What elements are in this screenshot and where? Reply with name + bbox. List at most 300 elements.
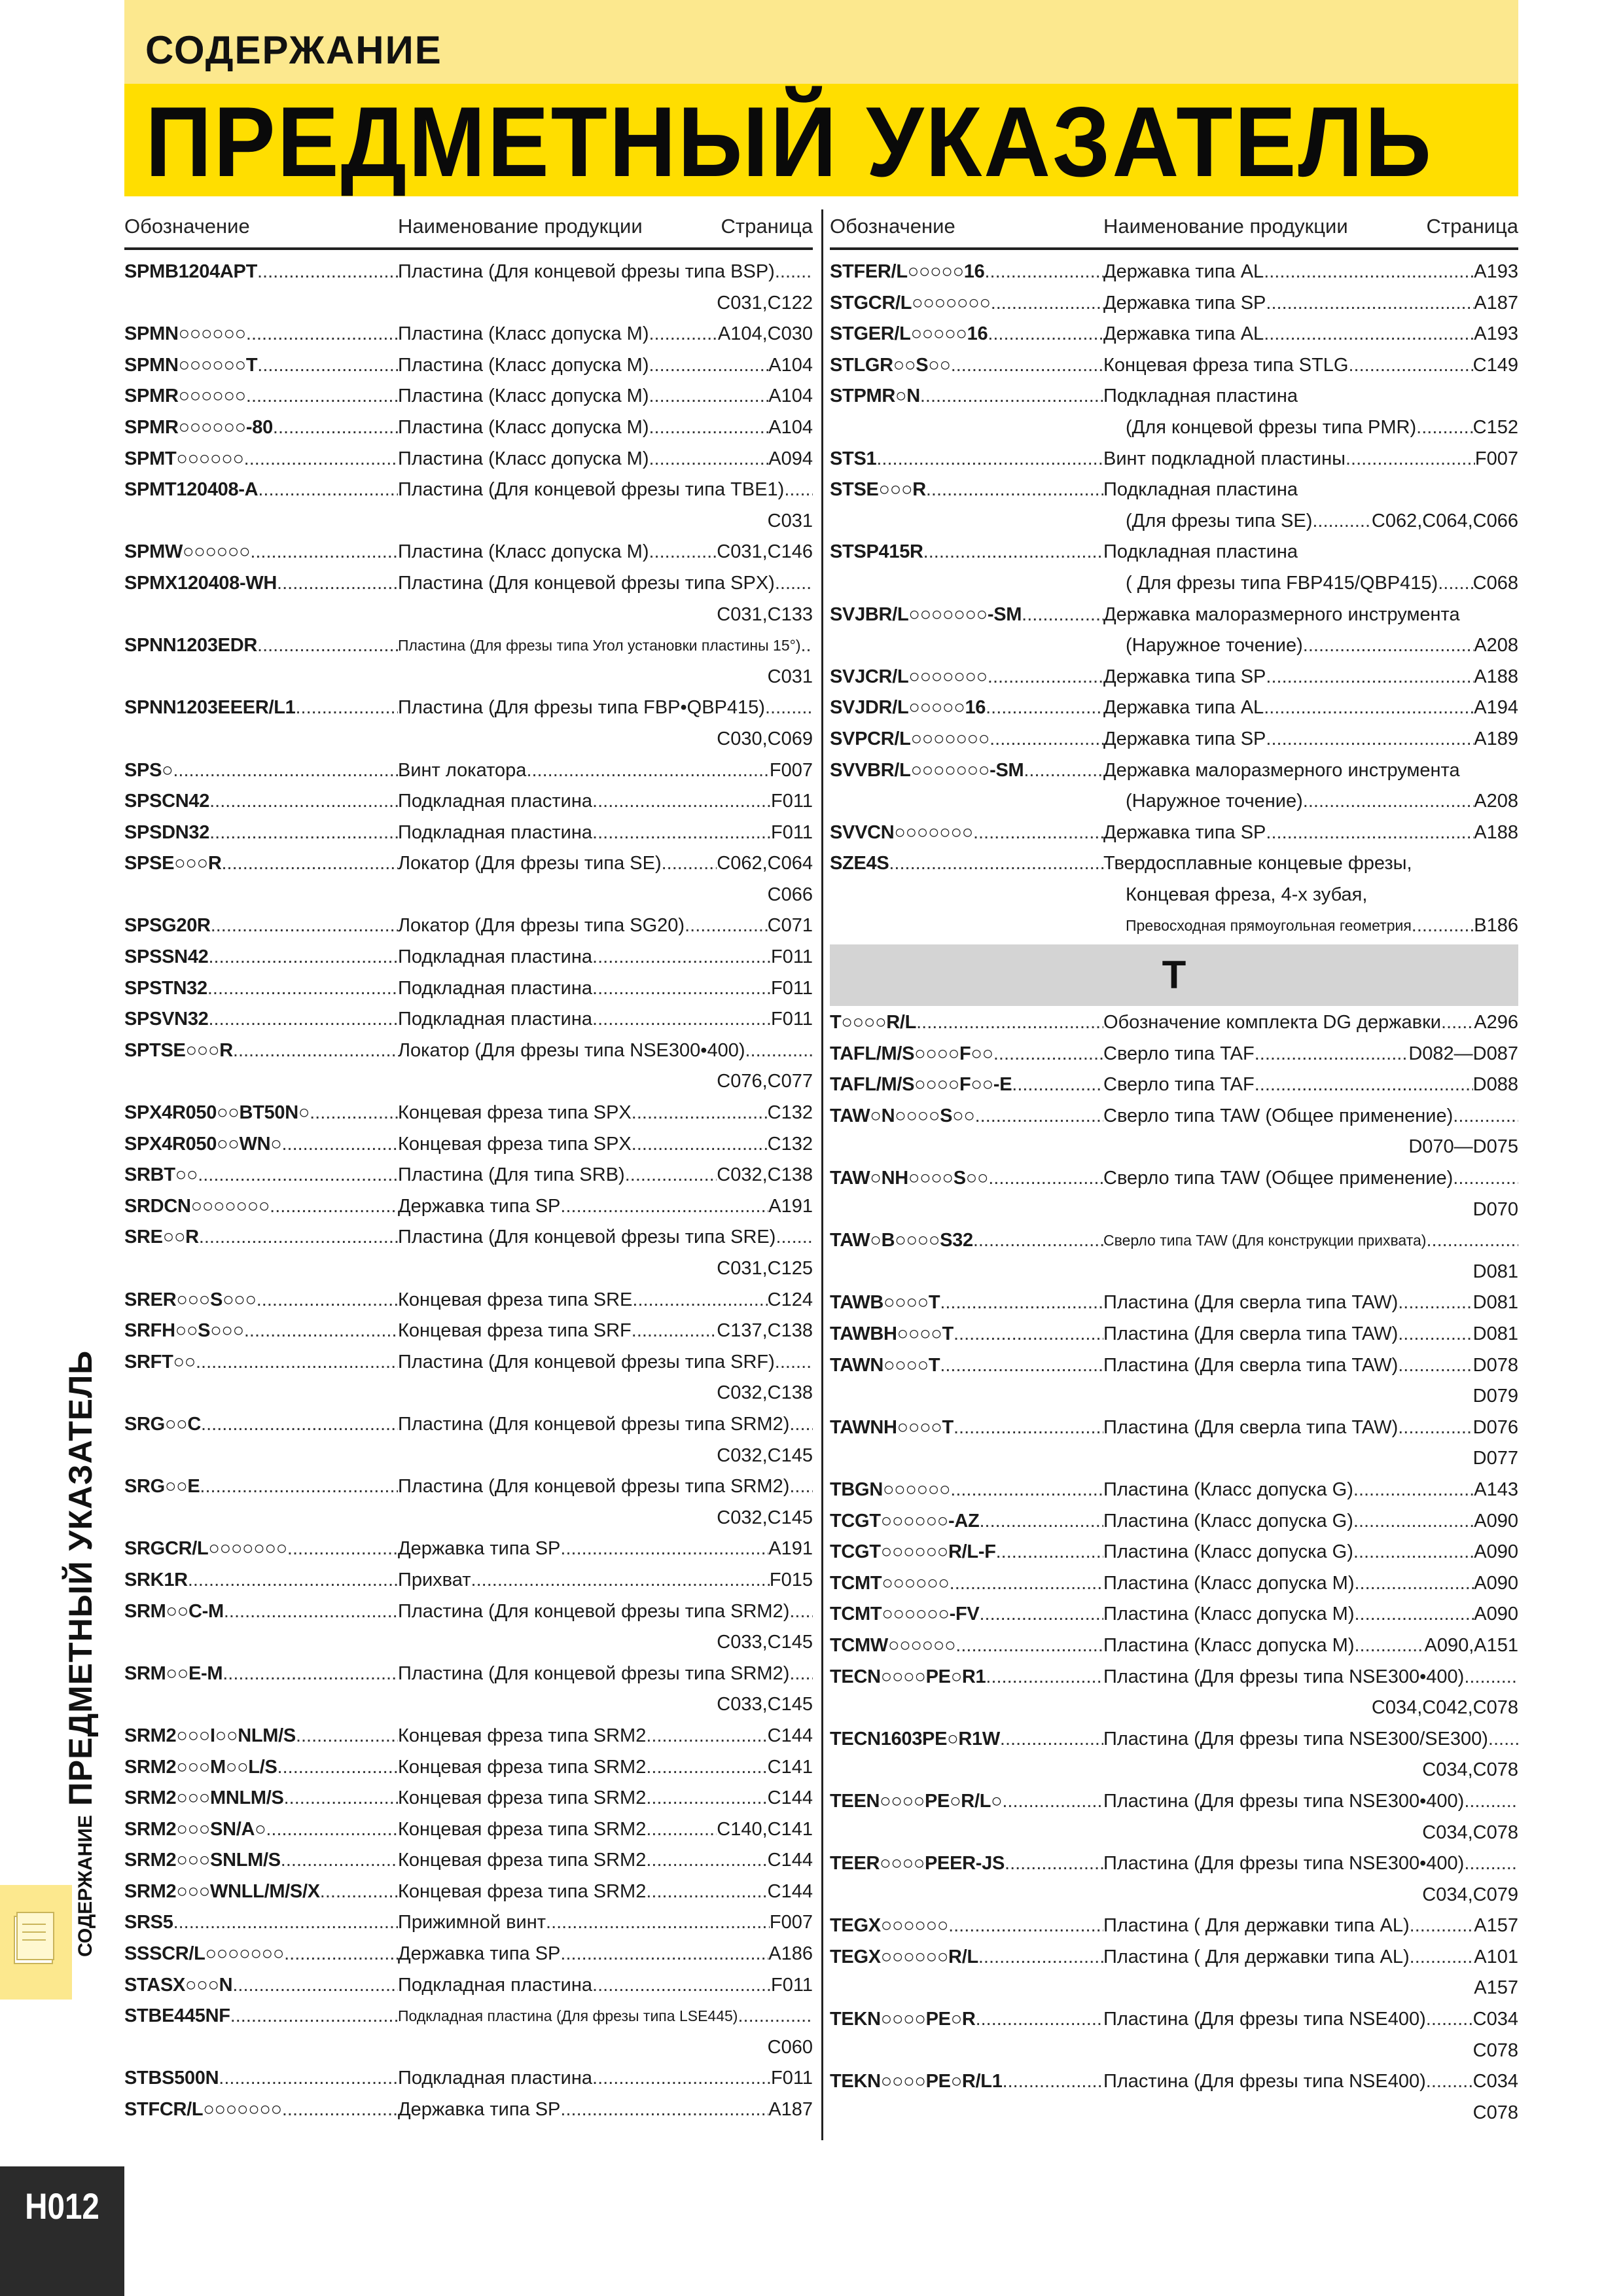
product-name: Концевая фреза типа SRF bbox=[398, 1320, 632, 1342]
index-desc-cell bbox=[1103, 630, 1518, 662]
index-desc-cell bbox=[398, 506, 813, 537]
index-row bbox=[830, 475, 1518, 506]
product-code: SPMN○○○○○○T bbox=[124, 354, 258, 376]
index-code-cell bbox=[124, 444, 398, 475]
index-desc-cell bbox=[1103, 444, 1518, 475]
dot-leader bbox=[1398, 1287, 1472, 1319]
product-name: Подкладная пластина bbox=[398, 2068, 593, 2089]
index-desc-cell bbox=[398, 1876, 813, 1908]
index-row bbox=[124, 1876, 813, 1908]
index-row bbox=[830, 412, 1518, 444]
index-row bbox=[124, 1565, 813, 1596]
product-code: SRE○○R bbox=[124, 1227, 199, 1248]
product-code: SPMN○○○○○○ bbox=[124, 323, 246, 345]
index-desc-cell bbox=[1103, 475, 1518, 506]
index-code-cell bbox=[124, 1347, 398, 1378]
index-row bbox=[830, 1910, 1518, 1942]
index-desc-cell bbox=[398, 1721, 813, 1752]
product-code: TAWB○○○○T bbox=[830, 1292, 940, 1314]
dot-leader bbox=[1438, 568, 1472, 600]
product-code: STSP415R bbox=[830, 541, 923, 563]
page-reference: C034 bbox=[1472, 2009, 1518, 2030]
product-code: SPNN1203EDR bbox=[124, 635, 258, 656]
page-reference: D077 bbox=[1472, 1448, 1518, 1469]
section-letter-bar: T bbox=[830, 944, 1518, 1006]
product-name: Прижимной винт bbox=[398, 1912, 546, 1933]
product-code: SPSSN42 bbox=[124, 946, 209, 968]
product-code: TEKN○○○○PE○R/L1 bbox=[830, 2071, 1003, 2092]
page-reference: C034,C078 bbox=[1422, 1759, 1518, 1781]
page-reference: C032,C145 bbox=[717, 1444, 813, 1466]
page-reference: A090 bbox=[1474, 1510, 1518, 1532]
index-desc-cell bbox=[1103, 1568, 1518, 1600]
index-code-cell bbox=[124, 600, 398, 631]
dot-leader bbox=[916, 1007, 1103, 1039]
index-row bbox=[124, 2001, 813, 2032]
product-name: Подкладная пластина (Для фрезы типа LSE445) bbox=[398, 2007, 738, 2025]
index-row bbox=[124, 350, 813, 382]
index-code-cell bbox=[124, 1783, 398, 1814]
index-row bbox=[124, 1004, 813, 1035]
index-code-cell bbox=[830, 692, 1103, 724]
index-code-cell bbox=[124, 1222, 398, 1253]
index-code-cell bbox=[124, 692, 398, 724]
page-reference: A188 bbox=[1474, 821, 1518, 843]
index-desc-cell bbox=[398, 880, 813, 911]
dot-leader bbox=[923, 537, 1103, 568]
dot-leader bbox=[270, 1191, 398, 1223]
index-desc-cell bbox=[1103, 1039, 1518, 1070]
index-row bbox=[124, 880, 813, 911]
column-header-code: Обозначение bbox=[124, 215, 250, 238]
product-code: STBE445NF bbox=[124, 2005, 230, 2027]
product-name: Прихват bbox=[398, 1569, 471, 1590]
product-name: Пластина (Класс допуска G) bbox=[1103, 1510, 1353, 1532]
index-row bbox=[830, 350, 1518, 382]
page-reference: A296 bbox=[1474, 1012, 1518, 1033]
index-row bbox=[124, 1441, 813, 1472]
index-code-cell bbox=[830, 1537, 1103, 1568]
index-code-cell bbox=[830, 1755, 1103, 1786]
dot-leader bbox=[993, 1039, 1103, 1070]
product-code: SVJDR/L○○○○○16 bbox=[830, 697, 986, 719]
index-code-cell bbox=[124, 1939, 398, 1970]
dot-leader bbox=[996, 1537, 1103, 1568]
index-code-cell bbox=[124, 1004, 398, 1035]
product-code: TAW○NH○○○○S○○ bbox=[830, 1168, 989, 1189]
page-reference: A208 bbox=[1474, 635, 1518, 656]
product-code: STFCR/L○○○○○○○ bbox=[124, 2099, 282, 2121]
product-name: Пластина (Для сверла типа TAW) bbox=[1103, 1323, 1399, 1344]
page-reference: A189 bbox=[1474, 728, 1518, 749]
product-name: Державка типа AL bbox=[1103, 261, 1264, 282]
product-name: Сверло типа TAW (Для конструкции прихвата) bbox=[1103, 1232, 1427, 1249]
index-desc-cell bbox=[398, 1191, 813, 1223]
index-desc-cell bbox=[1103, 257, 1518, 288]
dot-leader bbox=[282, 2094, 398, 2126]
page-reference: B186 bbox=[1474, 915, 1518, 937]
index-row bbox=[124, 1098, 813, 1129]
dot-leader bbox=[1355, 1630, 1425, 1662]
index-code-cell bbox=[124, 1689, 398, 1721]
index-code-cell bbox=[830, 662, 1103, 693]
product-name: Концевая фреза типа SRM2 bbox=[398, 1850, 647, 1871]
dot-leader bbox=[1255, 1069, 1473, 1101]
dot-leader bbox=[209, 786, 398, 817]
index-desc-cell bbox=[1103, 1942, 1518, 1973]
index-desc-cell bbox=[398, 1004, 813, 1035]
product-code: TEGX○○○○○○ bbox=[830, 1915, 949, 1937]
page-reference: A191 bbox=[768, 1538, 813, 1560]
index-desc-cell bbox=[398, 817, 813, 849]
product-code: STPMR○N bbox=[830, 386, 920, 407]
product-name: Пластина (Для типа SRB) bbox=[398, 1164, 625, 1186]
index-code-cell bbox=[830, 1350, 1103, 1382]
index-desc-cell bbox=[1103, 1506, 1518, 1537]
page-reference: C144 bbox=[767, 1725, 813, 1746]
index-row bbox=[124, 1409, 813, 1441]
index-desc-cell bbox=[398, 2094, 813, 2126]
product-name: (Для фрезы типа SE) bbox=[1126, 510, 1313, 531]
index-code-cell bbox=[124, 319, 398, 350]
dot-leader bbox=[775, 568, 813, 600]
index-code-cell bbox=[830, 1662, 1103, 1693]
page-reference: C034,C042,C078 bbox=[1371, 1697, 1518, 1719]
dot-leader bbox=[948, 1910, 1103, 1942]
product-name: Пластина (Класс допуска M) bbox=[398, 416, 649, 438]
product-name: Пластина (Для фрезы типа NSE400) bbox=[1103, 2009, 1426, 2030]
page-reference: D076 bbox=[1472, 1416, 1518, 1438]
product-name: Твердосплавные концевые фрезы, bbox=[1103, 853, 1412, 874]
side-label-big: ПРЕДМЕТНЫЙ УКАЗАТЕЛЬ bbox=[62, 1350, 99, 1806]
product-code: SRM○○C-M bbox=[124, 1600, 224, 1622]
index-row bbox=[124, 1222, 813, 1253]
dot-leader bbox=[1003, 2066, 1103, 2098]
dot-leader bbox=[1453, 1163, 1518, 1194]
index-code-cell bbox=[830, 2098, 1103, 2129]
index-desc-cell bbox=[1103, 1662, 1518, 1693]
product-name: Державка типа SP bbox=[398, 1538, 561, 1560]
product-code: TEER○○○○PEER-JS bbox=[830, 1853, 1005, 1874]
dot-leader bbox=[266, 1814, 398, 1846]
product-code: SRBT○○ bbox=[124, 1164, 198, 1186]
dot-leader bbox=[649, 537, 717, 568]
index-desc-cell bbox=[1103, 755, 1518, 787]
dot-leader bbox=[955, 1630, 1103, 1662]
dot-leader bbox=[592, 942, 771, 973]
index-desc-cell bbox=[398, 381, 813, 412]
dot-leader bbox=[789, 1471, 813, 1503]
index-row bbox=[124, 1596, 813, 1628]
index-desc-cell bbox=[398, 319, 813, 350]
page-reference: A090 bbox=[1474, 1604, 1518, 1625]
index-code-cell bbox=[830, 2066, 1103, 2098]
page-reference: A090,A151 bbox=[1424, 1634, 1518, 1656]
index-desc-cell bbox=[398, 786, 813, 817]
product-name: Пластина (Для фрезы типа NSE300•400) bbox=[1103, 1853, 1465, 1874]
index-code-cell bbox=[124, 1378, 398, 1409]
index-code-cell bbox=[124, 1409, 398, 1441]
index-desc-cell bbox=[398, 1409, 813, 1441]
header-subtitle: СОДЕРЖАНИЕ bbox=[145, 28, 442, 72]
product-code: SPMX120408-WH bbox=[124, 572, 277, 594]
product-code: SPMR○○○○○○-80 bbox=[124, 416, 273, 438]
index-row bbox=[124, 475, 813, 506]
index-desc-cell bbox=[1103, 381, 1518, 412]
dot-leader bbox=[991, 288, 1103, 319]
product-name: Пластина (Для концевой фрезы типа SRM2) bbox=[398, 1413, 790, 1435]
index-code-cell bbox=[830, 1693, 1103, 1724]
index-row bbox=[830, 1443, 1518, 1475]
product-name: Пластина (Класс допуска M) bbox=[398, 386, 649, 407]
index-code-cell bbox=[830, 1007, 1103, 1039]
index-code-cell bbox=[830, 1163, 1103, 1194]
index-desc-cell bbox=[398, 1627, 813, 1659]
dot-leader bbox=[979, 1506, 1103, 1537]
page-reference: F015 bbox=[769, 1569, 813, 1590]
page-reference: C149 bbox=[1472, 354, 1518, 376]
page-reference: A157 bbox=[1474, 1977, 1518, 1999]
dot-leader bbox=[789, 1409, 813, 1441]
dot-leader bbox=[978, 1942, 1103, 1973]
product-name: Державка типа SP bbox=[398, 1195, 561, 1217]
index-desc-cell bbox=[1103, 1381, 1518, 1412]
index-desc-cell bbox=[398, 755, 813, 787]
dot-leader bbox=[1426, 2004, 1473, 2036]
product-code: SPMT○○○○○○ bbox=[124, 448, 244, 469]
product-code: SPSE○○○R bbox=[124, 853, 222, 874]
dot-leader bbox=[973, 817, 1103, 849]
product-name: Пластина (Для концевой фрезы типа SPX) bbox=[398, 572, 775, 594]
index-desc-cell bbox=[398, 1596, 813, 1628]
index-code-cell bbox=[124, 910, 398, 942]
product-code: STLGR○○S○○ bbox=[830, 354, 951, 376]
dot-leader bbox=[526, 755, 769, 787]
index-desc-cell bbox=[1103, 662, 1518, 693]
index-row bbox=[124, 1129, 813, 1160]
product-name: Подкладная пластина bbox=[398, 1009, 593, 1030]
product-name: Концевая фреза типа SRE bbox=[398, 1289, 633, 1310]
dot-leader bbox=[233, 1035, 398, 1067]
index-row bbox=[124, 600, 813, 631]
index-row bbox=[830, 692, 1518, 724]
index-desc-cell bbox=[1103, 1910, 1518, 1942]
index-code-cell bbox=[830, 817, 1103, 849]
index-row bbox=[830, 1942, 1518, 1973]
page-reference: A090 bbox=[1474, 1572, 1518, 1594]
index-rows-right-top bbox=[830, 250, 1518, 942]
product-code: SVVBR/L○○○○○○○-SM bbox=[830, 759, 1024, 781]
dot-leader bbox=[221, 848, 398, 880]
index-row bbox=[830, 1257, 1518, 1288]
product-code: TAWN○○○○T bbox=[830, 1354, 940, 1376]
dot-leader bbox=[1266, 288, 1474, 319]
dot-leader bbox=[632, 1285, 767, 1316]
product-code: SVJCR/L○○○○○○○ bbox=[830, 666, 988, 687]
dot-leader bbox=[208, 942, 398, 973]
index-row bbox=[830, 786, 1518, 817]
dot-leader bbox=[979, 1599, 1103, 1630]
product-name: Концевая фреза типа SRM2 bbox=[398, 1818, 647, 1840]
index-row bbox=[124, 568, 813, 600]
product-code: SPS○ bbox=[124, 759, 173, 781]
index-row bbox=[830, 1724, 1518, 1755]
dot-leader bbox=[1453, 1101, 1518, 1132]
dot-leader bbox=[244, 444, 398, 475]
product-name: Пластина ( Для державки типа AL) bbox=[1103, 1915, 1410, 1937]
dot-leader bbox=[232, 1970, 398, 2001]
page-reference: C032,C145 bbox=[717, 1507, 813, 1528]
dot-leader bbox=[201, 1409, 398, 1441]
product-code: SRS5 bbox=[124, 1912, 173, 1933]
product-name: Пластина (Для концевой фрезы типа BSP) bbox=[398, 261, 775, 282]
index-code-cell bbox=[124, 475, 398, 506]
page-reference: C033,C145 bbox=[717, 1632, 813, 1653]
dot-leader bbox=[1012, 1069, 1103, 1101]
dot-leader bbox=[188, 1565, 398, 1596]
product-code: SRM2○○○SNLM/S bbox=[124, 1850, 281, 1871]
index-code-cell bbox=[830, 1942, 1103, 1973]
index-code-cell bbox=[830, 1880, 1103, 1911]
page-reference: F007 bbox=[769, 759, 813, 781]
dot-leader bbox=[926, 475, 1103, 506]
page-reference: A208 bbox=[1474, 791, 1518, 812]
index-code-cell bbox=[124, 817, 398, 849]
product-name: Державка малоразмерного инструмента bbox=[1103, 603, 1460, 625]
page-reference: C140,C141 bbox=[717, 1818, 813, 1840]
index-row bbox=[830, 600, 1518, 631]
index-row bbox=[124, 1253, 813, 1285]
product-name: Державка типа SP bbox=[1103, 821, 1266, 843]
index-desc-cell bbox=[1103, 1693, 1518, 1724]
index-row bbox=[124, 1939, 813, 1970]
column-header-name: Наименование продукции bbox=[398, 215, 643, 238]
index-code-cell bbox=[124, 1721, 398, 1752]
dot-leader bbox=[560, 1191, 768, 1223]
product-name: Пластина (Класс допуска M) bbox=[398, 448, 649, 469]
index-row bbox=[830, 1568, 1518, 1600]
dot-leader bbox=[592, 1004, 771, 1035]
index-code-cell bbox=[830, 724, 1103, 755]
product-code: TCGT○○○○○○-AZ bbox=[830, 1510, 980, 1532]
dot-leader bbox=[986, 1662, 1103, 1693]
product-code: STS1 bbox=[830, 448, 877, 469]
index-row bbox=[124, 692, 813, 724]
dot-leader bbox=[801, 630, 813, 662]
column-header-page: Страница bbox=[721, 215, 813, 238]
index-desc-cell bbox=[398, 1970, 813, 2001]
index-row bbox=[124, 1471, 813, 1503]
column-header-code: Обозначение bbox=[830, 215, 955, 238]
dot-leader bbox=[951, 350, 1103, 382]
index-code-cell bbox=[124, 1534, 398, 1565]
index-row bbox=[124, 537, 813, 568]
product-name: Концевая фреза типа STLG bbox=[1103, 354, 1349, 376]
dot-leader bbox=[273, 412, 398, 444]
dot-leader bbox=[954, 1412, 1103, 1444]
index-code-cell bbox=[124, 662, 398, 693]
dot-leader bbox=[1426, 1225, 1518, 1257]
index-desc-cell bbox=[1103, 600, 1518, 631]
product-name: Концевая фреза типа SRM2 bbox=[398, 1880, 647, 1902]
index-desc-cell bbox=[398, 568, 813, 600]
index-rows-right-bottom bbox=[830, 1007, 1518, 2128]
index-row bbox=[830, 1693, 1518, 1724]
page-reference: A104 bbox=[768, 416, 813, 438]
dot-leader bbox=[1398, 1412, 1472, 1444]
dot-leader bbox=[173, 755, 398, 787]
page-title: ПРЕДМЕТНЫЙ УКАЗАТЕЛЬ bbox=[145, 86, 1433, 198]
index-code-cell bbox=[124, 2063, 398, 2094]
dot-leader bbox=[632, 1098, 768, 1129]
dot-leader bbox=[646, 1721, 767, 1752]
page-reference: F007 bbox=[1474, 448, 1518, 469]
dot-leader bbox=[876, 444, 1103, 475]
product-name: Винт подкладной пластины bbox=[1103, 448, 1346, 469]
index-row bbox=[124, 724, 813, 755]
index-row bbox=[124, 1066, 813, 1098]
index-code-cell bbox=[830, 1257, 1103, 1288]
index-code-cell bbox=[124, 973, 398, 1005]
dot-leader bbox=[940, 1287, 1103, 1319]
product-name: Обозначение комплекта DG державки bbox=[1103, 1012, 1441, 1033]
index-desc-cell bbox=[1103, 1287, 1518, 1319]
dot-leader bbox=[1312, 506, 1372, 537]
product-name: (Для концевой фрезы типа PMR) bbox=[1126, 416, 1417, 438]
index-row bbox=[124, 444, 813, 475]
page-reference: C137,C138 bbox=[717, 1320, 813, 1342]
side-label-small: СОДЕРЖАНИЕ bbox=[75, 1815, 96, 1957]
index-code-cell bbox=[830, 412, 1103, 444]
product-code: SRG○○C bbox=[124, 1413, 202, 1435]
dot-leader bbox=[775, 1347, 813, 1378]
dot-leader bbox=[295, 692, 398, 724]
index-desc-cell bbox=[1103, 1069, 1518, 1101]
index-desc-cell bbox=[1103, 786, 1518, 817]
index-column-left bbox=[124, 209, 813, 2126]
product-code: SPSCN42 bbox=[124, 791, 210, 812]
index-desc-cell bbox=[1103, 1101, 1518, 1132]
page-reference: F011 bbox=[771, 1974, 813, 1996]
index-code-cell bbox=[830, 755, 1103, 787]
page-reference: C031,C125 bbox=[717, 1258, 813, 1279]
index-desc-cell bbox=[398, 1907, 813, 1939]
index-desc-cell bbox=[1103, 1319, 1518, 1350]
index-code-cell bbox=[124, 630, 398, 662]
index-row bbox=[124, 1035, 813, 1067]
product-name: Пластина (Для фрезы типа Угол установки пластины 15°) bbox=[398, 637, 801, 655]
dot-leader bbox=[1264, 319, 1474, 350]
index-row bbox=[830, 1880, 1518, 1911]
index-row bbox=[124, 257, 813, 288]
product-name: Концевая фреза типа SRM2 bbox=[398, 1787, 647, 1809]
dot-leader bbox=[592, 817, 771, 849]
index-desc-cell bbox=[398, 1503, 813, 1534]
product-code: TCMW○○○○○○ bbox=[830, 1634, 956, 1656]
index-desc-cell bbox=[398, 1441, 813, 1472]
index-row bbox=[830, 381, 1518, 412]
product-code: SRDCN○○○○○○○ bbox=[124, 1195, 270, 1217]
dot-leader bbox=[1264, 692, 1474, 724]
dot-leader bbox=[1464, 1848, 1518, 1880]
index-row bbox=[830, 910, 1518, 942]
index-desc-cell bbox=[1103, 1350, 1518, 1382]
index-row bbox=[124, 662, 813, 693]
dot-leader bbox=[1266, 662, 1474, 693]
dot-leader bbox=[789, 1596, 813, 1628]
index-desc-cell bbox=[1103, 537, 1518, 568]
index-desc-cell bbox=[1103, 692, 1518, 724]
